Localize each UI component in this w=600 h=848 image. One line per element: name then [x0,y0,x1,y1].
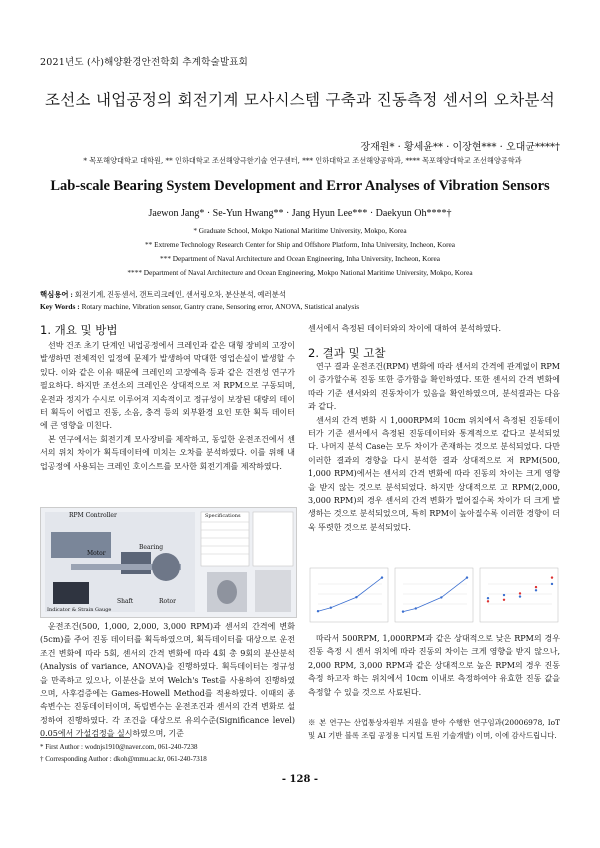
chart-frame [310,568,388,622]
spec-table-header: Specifications [205,513,241,519]
data-point [503,594,505,596]
data-point [330,607,332,609]
label-indicator: Indicator & Strain Gauge [47,607,112,613]
label-motor: Motor [87,550,106,557]
keywords-korean-text: 회전기계, 진동센서, 갠트리크레인, 센서링오차, 분산분석, 예러분석 [74,290,286,299]
data-point [487,597,489,599]
data-point [381,576,383,578]
section-1-title: 1. 개요 및 방법 [40,323,118,337]
label-rpm-controller: RPM Controller [69,512,117,519]
data-point [551,576,553,578]
chart-rpm-vibration-1 [310,568,388,622]
data-point [551,583,553,585]
chart-rpm-vibration-2 [395,568,473,622]
conference-name: 2021년도 (사)해양환경안전학회 추계학술발표회 [40,57,249,68]
data-point [415,607,417,609]
data-point [317,610,319,612]
affiliation-english-4: **** Department of Naval Architecture and Ocean Engineering, Mokpo National Maritime University, Mokpo, Korea [127,268,473,277]
section-2-title: 2. 결과 및 고찰 [308,346,386,360]
chart-frame [480,568,558,622]
section-2-paragraph-3: 따라서 500RPM, 1,000RPM과 같은 상대적으로 낮은 RPM의 경우 진동 측정 시 센서 위치에 따라 진동의 차이는 크게 영향을 받지 않으나, 2,000 RPM, 3,000 RPM과 같은 상대적으로 높은 RPM의 경우 진동 측정 하고자 하는 위치에서 10cm 이내로 측정하여야 유효한 진동 값을 측정할 수 있을 것으로 사료된다. [308,634,560,697]
affiliation-english-1: * Graduate School, Mokpo National Maritime University, Mokpo, Korea [193,226,407,235]
data-point [402,610,404,612]
footnote-corresponding-author: † Corresponding Author : dkoh@mmu.ac.kr, 061-240-7318 [40,755,207,763]
data-point [535,586,537,588]
section-2-body-continued [308,632,560,699]
data-point [535,589,537,591]
label-shaft: Shaft [117,598,134,605]
label-bearing: Bearing [139,544,164,551]
acknowledgement [308,716,560,742]
section-1-paragraph-1: 선박 건조 초기 단계인 내업공정에서 크레인과 같은 대형 장비의 고장이 발생하면 전체적인 일정에 문제가 발생하여 막대한 영업손실이 발생할 수 있다. 이와 같은 이유 때문에 크레인의 고장예측 등과 같은 건전성 연구가 필요하다. 하지만 조선소의 크레인은 상대적으로 저 RPM으로 구동되며, 운전과 정지가 수시로 이루어져 지속적이고 정규성이 보장된 대량의 데이터 획득이 어렵고 진동, 소음, 충격 등의 외부환경 요인 또한 획득 데이터에 큰 영향을 미친다. [40,341,295,431]
footnote-divider [40,737,130,738]
section-1-body-continued [40,620,295,741]
label-rotor: Rotor [159,598,177,605]
data-point [355,596,357,598]
keywords-english [40,302,359,311]
section-1-paragraph-2: 본 연구에서는 회전기계 모사장비를 제작하고, 동일한 운전조건에서 센서의 위치 차이가 획득데이터에 미치는 오차를 분석하였다. 이를 위해 내업공정에 사용되는 크레인 호이스트를 모사한 회전기계를 제작하였다. [40,434,295,471]
section-1-tail-text: 센서에서 측정된 데이터와의 차이에 대하여 분석하였다. [308,324,501,333]
keywords-english-label: Key Words : [40,302,80,311]
footnote-first-author: * First Author : wodnjs1910@naver.com, 061-240-7238 [40,743,198,751]
chart-frame [395,568,473,622]
authors-english: Jaewon Jang* · Se-Yun Hwang** · Jang Hyun Lee*** · Daekyun Oh****† [148,208,452,219]
section-1-tail [308,322,560,335]
results-charts [308,566,560,626]
keywords-korean-label: 핵심용어 : [40,290,73,299]
section-1-body [40,339,295,473]
data-point [519,592,521,594]
keywords-korean [40,289,286,300]
section-1-paragraph-3: 운전조건(500, 1,000, 2,000, 3,000 RPM)과 센서의 간격에 변화(5cm)를 주어 진동 데이터를 획득하였으며, 획득데이터를 대상으로 운전조건 변화에 따라 5회, 센서의 간격 변화에 따라 4회 총 9회의 분산분석(Analysis of variance, ANOVA)을 진행하였다. 획득데이터는 정규성을 만족하고 있으나, 이분산을 보여 Welch's Test를 사용하여 진행하였으며, 사후검증에는 Games-Howell Method를 적용하였다. 이때의 종속변수는 진동데이터이며, 독립변수는 운전조건과 센서의 간격 변화로 설정하여 진행하였다. 각 조건을 대상으로 유의수준(Significance level) 0.05에서 가설검정을 실시하였으며, 기준 [40,622,295,739]
affiliation-english-2: ** Extreme Technology Research Center for Ship and Offshore Platform, Inha University, Incheon, Korea [145,240,455,249]
keywords-english-text: Rotary machine, Vibration sensor, Gantry crane, Sensoring error, ANOVA, Statistical analysis [81,302,360,311]
data-point [519,595,521,597]
title-korean: 조선소 내업공정의 회전기계 모사시스템 구축과 진동측정 센서의 오차분석 [44,91,556,109]
data-point [487,600,489,602]
page-number: - 128 - [281,774,319,785]
affiliation-english-3: *** Department of Naval Architecture and Ocean Engineering, Inha University, Incheon, Korea [160,254,440,263]
affiliation-korean: * 목포해양대학교 대학원, ** 인하대학교 조선해양극한기술 연구센터, *** 인하대학교 조선해양공학과, **** 목포해양대학교 조선해양공학과 [83,156,522,165]
acknowledgement-text: ※ 본 연구는 산업통상자원부 지원을 받아 수행한 연구임과(20006978, IoT 및 AI 기반 블록 조립 공정용 디지털 트윈 기술개발) 이며, 이에 감사드립니다. [308,718,560,740]
authors-korean: 장재원* · 황세윤** · 이장현*** · 오대균****† [360,142,560,153]
section-2-paragraph-1: 연구 결과 운전조건(RPM) 변화에 따라 센서의 간격에 관계없이 RPM이 증가할수록 진동 또한 증가함을 확인하였다. 또한 센서의 간격 변화에 따라 기준 센서와의 진동차이가 있음을 확인하였으며, 분석결과는 다음과 같다. [308,362,560,412]
data-point [466,576,468,578]
title-english: Lab-scale Bearing System Development and Error Analyses of Vibration Sensors [50,178,550,194]
section-2-body [308,360,560,534]
section-2-paragraph-2: 센서의 간격 변화 시 1,000RPM의 10cm 위치에서 측정된 진동데이터가 기준 센서에서 측정된 진동데이터와 통계적으로 같다고 분석되었다. 나머지 분석 Case는 모두 차이가 존재하는 것으로 분석되었다. 다만 이러한 결과의 경향을 다시 분석한 결과 상대적으로 저 RPM(500, 1,000 RPM)에서는 센서의 간격 변화에 따라 진동의 차이는 크게 영향을 받지 않는 것으로 분석되었다. 하지만 상대적으로 고 RPM(2,000, 3,000 RPM)의 경우 센서의 간격 변화가 멀어질수록 차이가 더 크게 발생하는 것으로 분석되었으며, 특히 RPM이 높아질수록 이러한 경향이 더욱 뚜렷한 것으로 분석되었다. [308,415,560,532]
chart-sensor-distance [480,568,558,622]
figure-test-rig [40,507,297,618]
data-point [503,599,505,601]
data-point [440,596,442,598]
